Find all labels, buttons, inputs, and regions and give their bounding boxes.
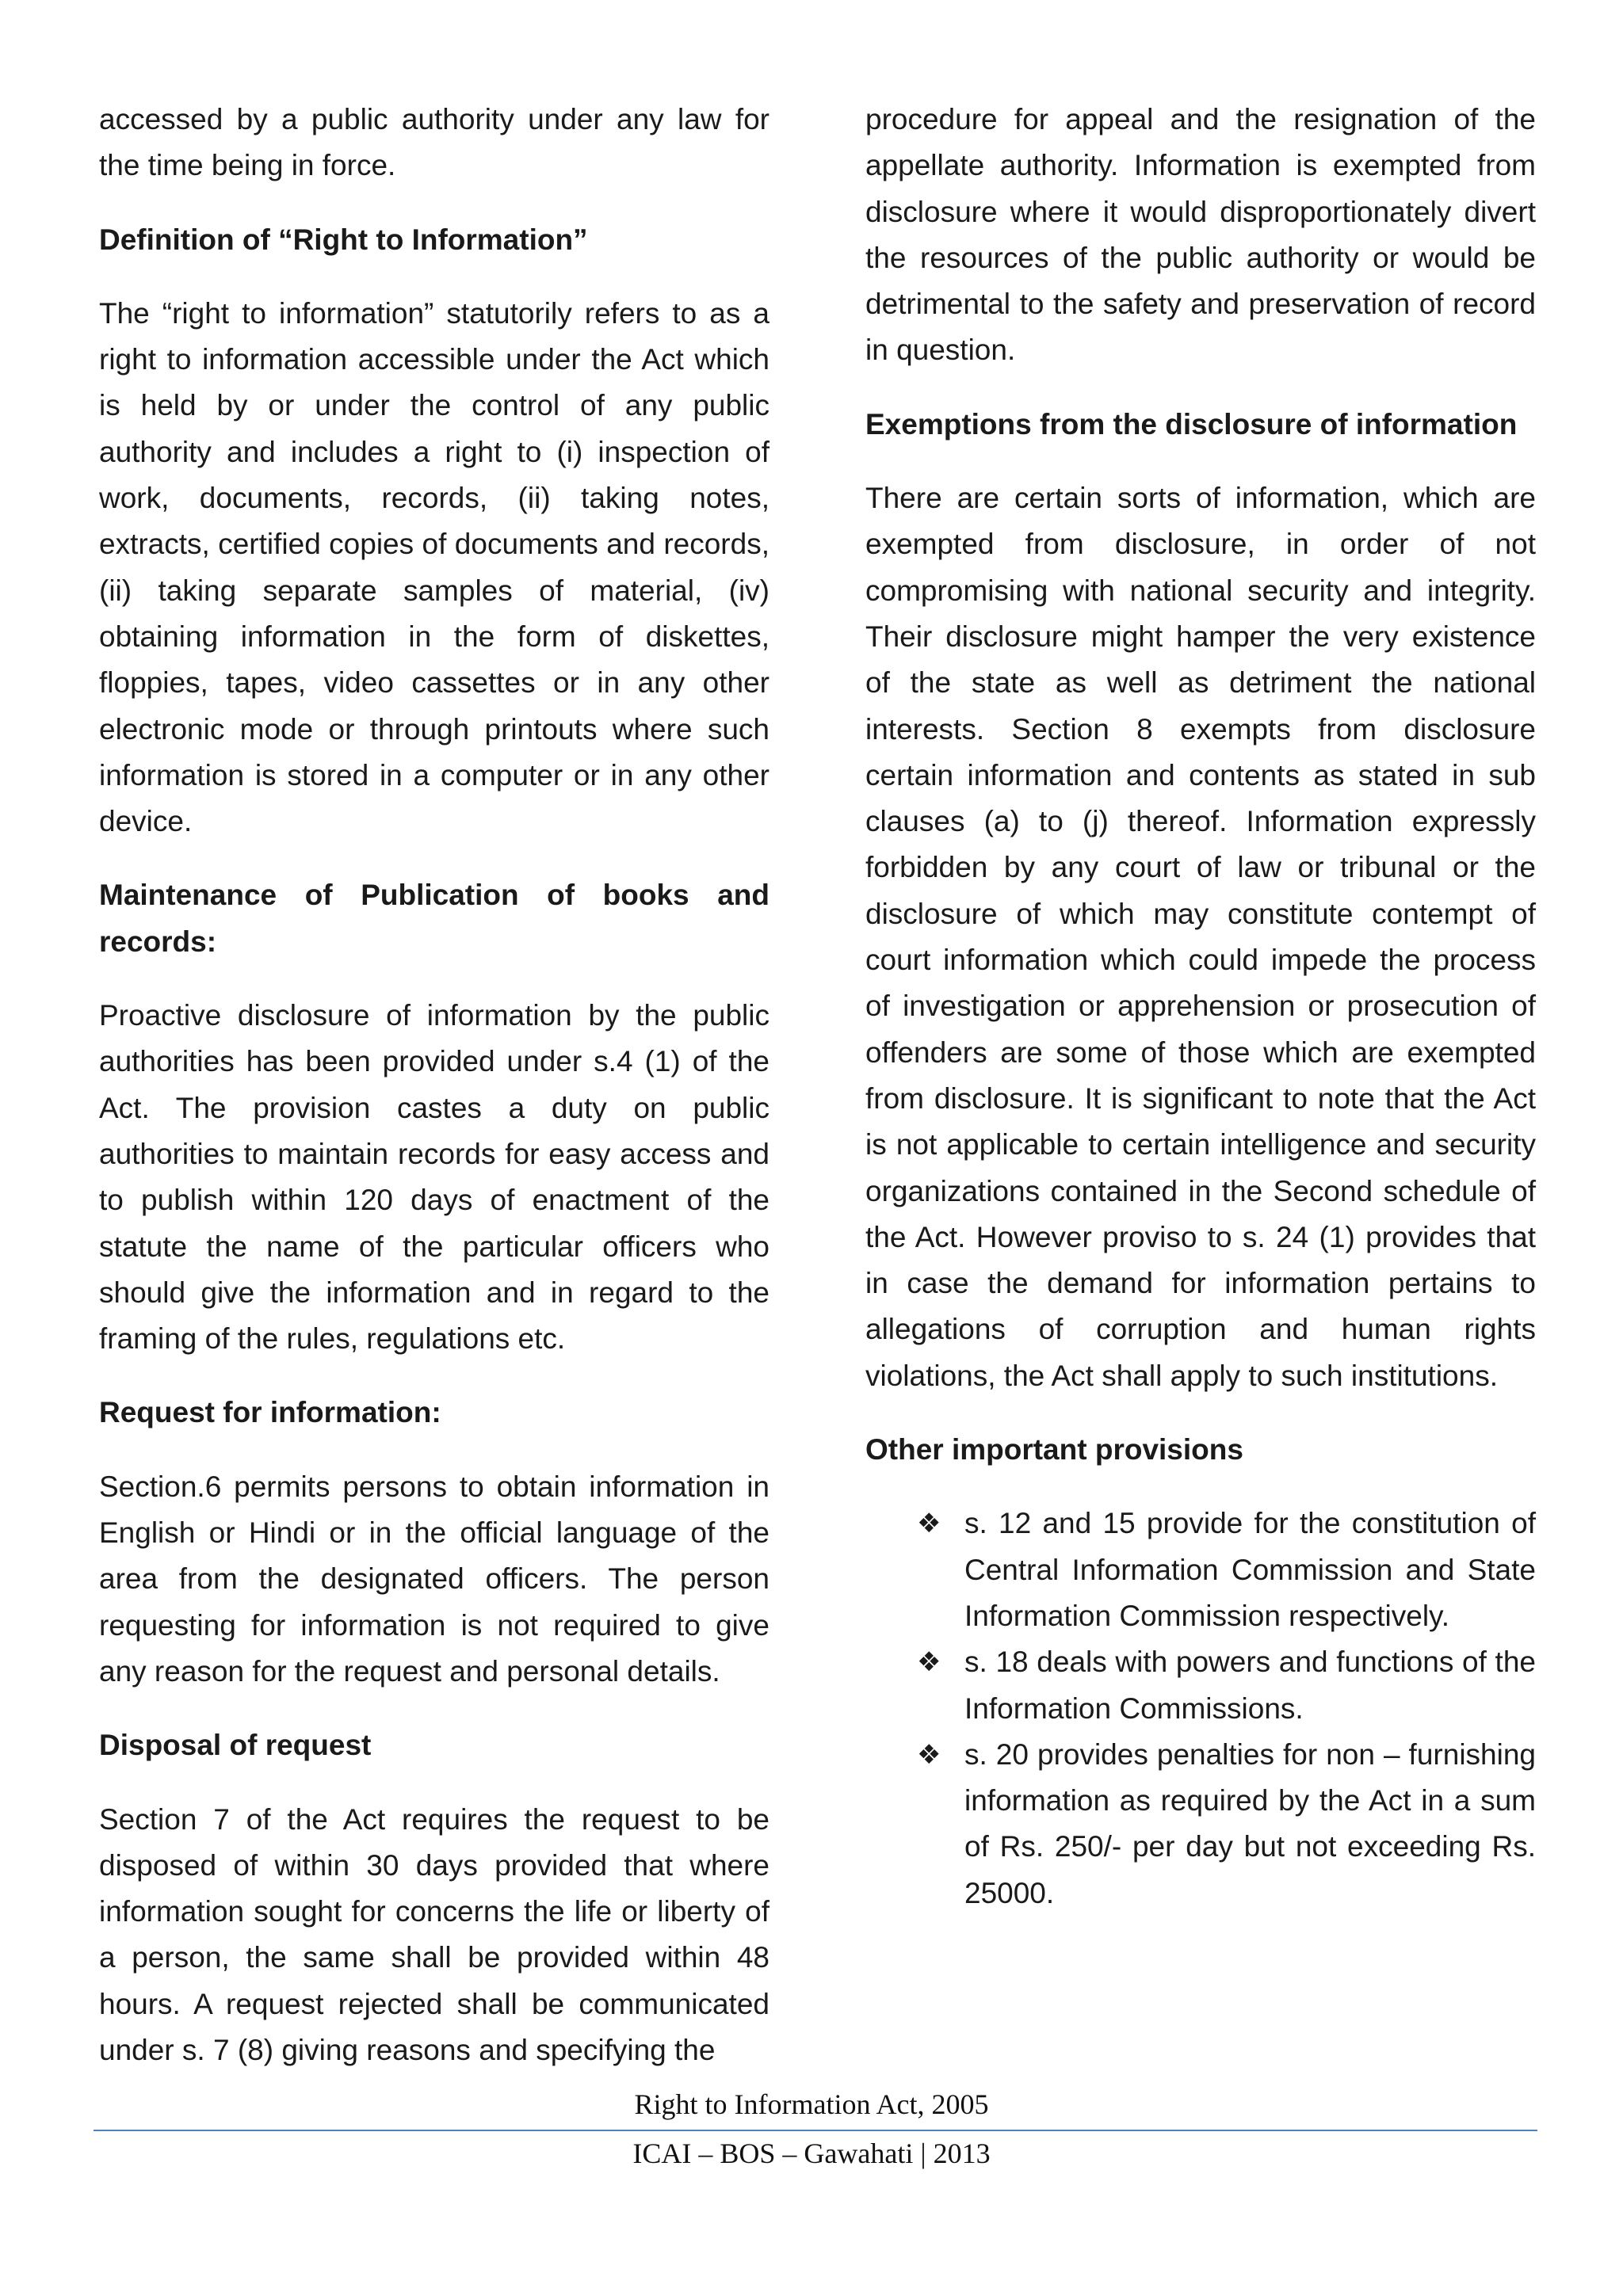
appeal-continuation-paragraph: procedure for appeal and the resignation of the appellate authority. Information is exempted from disclosure where it would disproportionately divert the resources of the public authority or would be detrimental to the safety and preservation of record in question.	[865, 103, 1536, 367]
definition-heading: Definition of “Right to Information”	[99, 223, 588, 256]
request-heading: Request for information:	[99, 1396, 441, 1429]
request-paragraph: Section.6 permits persons to obtain information in English or Hindi or in the official language of the area from the designated officers. The person requesting for information is not required to give any reason for the request and personal details.	[99, 1470, 769, 1688]
definition-paragraph: The “right to information” statutorily refers to as a right to information accessible under the Act which is held by or under the control of any public authority and includes a right to (i) inspection of work, documents, records, (ii) taking notes, extracts, certified copies of documents and records, (ii) taking separate samples of material, (iv) obtaining information in the form of diskettes, floppies, tapes, video cassettes or in any other electronic mode or through printouts where such information is stored in a computer or in any other device.	[99, 296, 769, 838]
list-item-text: s. 20 provides penalties for non – furnishing information as required by the Act in a sum of Rs. 250/- per day but not exceeding Rs. 25000.	[964, 1737, 1536, 1909]
exemptions-paragraph: There are certain sorts of information, which are exempted from disclosure, in order of not compromising with national security and integrity. Their disclosure might hamper the very existence of the state as well as detriment the national interests. Section 8 exempts from disclosure certain information and contents as stated in sub clauses (a) to (j) thereof. Information expressly forbidden by any court of law or tribunal or the disclosure of which may constitute contempt of court information which could impede the process of investigation or apprehension or prosecution of offenders are some of those which are exempted from disclosure. It is significant to note that the Act is not applicable to certain intelligence and security organizations contained in the Second schedule of the Act. However proviso to s. 24 (1) provides that in case the demand for information pertains to allegations of corruption and human rights violations, the Act shall apply to such institutions.	[865, 482, 1536, 1392]
intro-continuation-paragraph: accessed by a public authority under any law for the time being in force.	[99, 103, 769, 182]
footer-title: Right to Information Act, 2005	[634, 2088, 989, 2120]
exemptions-heading: Exemptions from the disclosure of information	[865, 407, 1518, 441]
disposal-paragraph: Section 7 of the Act requires the request to be disposed of within 30 days provided that where information sought for concerns the life or liberty of a person, the same shall be provided within 48 hours. A request rejected shall be communicated under s. 7 (8) giving reasons and specifying the	[99, 1802, 769, 2066]
list-item	[917, 1501, 1536, 1639]
other-provisions-heading: Other important provisions	[865, 1433, 1243, 1466]
provisions-list	[865, 1501, 1536, 1917]
diamond-bullet-icon: ❖	[917, 1647, 941, 1678]
diamond-bullet-icon: ❖	[917, 1739, 941, 1770]
maintenance-paragraph: Proactive disclosure of information by the public authorities has been provided under s.4 (1) of the Act. The provision castes a duty on public authorities to maintain records for easy access and to publish within 120 days of enactment of the statute the name of the particular officers who should give the information and in regard to the framing of the rules, regulations etc.	[99, 999, 769, 1356]
diamond-bullet-icon: ❖	[917, 1508, 941, 1539]
list-item	[917, 1732, 1536, 1917]
list-item-text: s. 18 deals with powers and functions of the Information Commissions.	[964, 1646, 1536, 1725]
left-column	[99, 97, 769, 2101]
footer-divider	[94, 2130, 1537, 2131]
maintenance-heading: Maintenance of Publication of books and records:	[99, 879, 769, 958]
right-column	[865, 97, 1536, 1917]
footer-subtitle: ICAI – BOS – Gawahati | 2013	[632, 2138, 991, 2169]
disposal-heading: Disposal of request	[99, 1729, 372, 1762]
list-item-text: s. 12 and 15 provide for the constitution of Central Information Commission and State Information Commission respectively.	[964, 1507, 1536, 1632]
list-item	[917, 1639, 1536, 1732]
